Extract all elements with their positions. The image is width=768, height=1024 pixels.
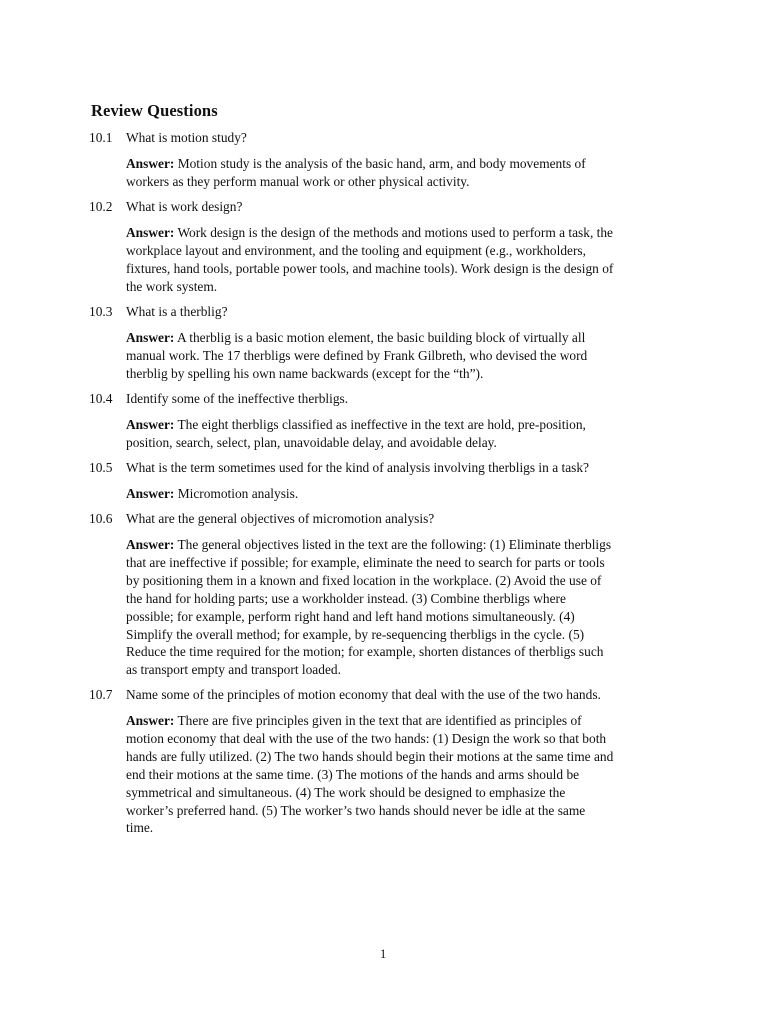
- answer-line: The eight therbligs classified as ineffective in the text are hold, pre-position,: [174, 417, 586, 432]
- answer-line: A therblig is a basic motion element, the basic building block of virtually all: [174, 330, 586, 345]
- answer-line: that are ineffective if possible; for example, eliminate the need to search for parts or tools: [126, 554, 605, 570]
- answer-line: There are five principles given in the text that are identified as principles of: [174, 713, 582, 728]
- answer-label: Answer:: [126, 486, 175, 501]
- answer-block: [126, 485, 686, 503]
- answer-block: [126, 224, 686, 296]
- section-heading: Review Questions: [91, 101, 218, 120]
- answer-label: Answer:: [126, 330, 175, 345]
- answer-line: Motion study is the analysis of the basic hand, arm, and body movements of: [174, 156, 586, 171]
- answer-line: motion economy that deal with the use of the two hands: (1) Design the work so that both: [126, 730, 607, 746]
- question-text: What is the term sometimes used for the kind of analysis involving therbligs in a task?: [126, 460, 590, 475]
- answer-line: as transport empty and transport loaded.: [126, 662, 341, 678]
- question-text: What is work design?: [126, 199, 243, 214]
- answer-line: workplace layout and environment, and the tooling and equipment (e.g., workholders,: [126, 242, 586, 258]
- page-number: 1: [380, 947, 387, 961]
- answer-block: [126, 536, 686, 679]
- answer-label: Answer:: [126, 417, 175, 432]
- question-text: Identify some of the ineffective therbligs.: [126, 391, 349, 406]
- answer-line: Reduce the time required for the motion; for example, shorten distances of therbligs such: [126, 644, 604, 660]
- answer-line: the work system.: [126, 278, 218, 294]
- question-text: Name some of the principles of motion economy that deal with the use of the two hands.: [126, 687, 601, 702]
- answer-line: hands are fully utilized. (2) The two hands should begin their motions at the same time and: [126, 748, 614, 764]
- question-number: 10.4: [89, 391, 113, 406]
- question-number: 10.3: [89, 304, 113, 319]
- answer-line: position, search, select, plan, unavoidable delay, and avoidable delay.: [126, 434, 497, 450]
- answer-line: possible; for example, perform right hand and left hand motions simultaneously. (4): [126, 608, 575, 624]
- answer-line: by positioning them in a known and fixed location in the workplace. (2) Avoid the use of: [126, 572, 602, 588]
- question-number: 10.5: [89, 460, 113, 475]
- answer-block: [126, 712, 686, 837]
- answer-line: end their motions at the same time. (3) The motions of the hands and arms should be: [126, 766, 580, 782]
- answer-label: Answer:: [126, 537, 175, 552]
- answer-line: fixtures, hand tools, portable power tools, and machine tools). Work design is the design of: [126, 260, 614, 276]
- answer-line: the hand for holding parts; use a workholder instead. (3) Combine therbligs where: [126, 590, 566, 606]
- question-text: What is motion study?: [126, 130, 247, 145]
- answer-line: Micromotion analysis.: [174, 486, 299, 501]
- answer-block: [126, 329, 686, 383]
- answer-line: Simplify the overall method; for example, by re-sequencing therbligs in the cycle. (5): [126, 626, 585, 642]
- answer-line: worker’s preferred hand. (5) The worker’s two hands should never be idle at the same: [126, 802, 586, 818]
- answer-line: manual work. The 17 therbligs were defined by Frank Gilbreth, who devised the word: [126, 347, 588, 363]
- question-number: 10.2: [89, 199, 113, 214]
- question-number: 10.7: [89, 687, 113, 702]
- answer-line: symmetrical and simultaneous. (4) The work should be designed to emphasize the: [126, 784, 566, 800]
- answer-label: Answer:: [126, 225, 175, 240]
- answer-label: Answer:: [126, 713, 175, 728]
- answer-line: time.: [126, 820, 154, 836]
- answer-block: [126, 416, 686, 452]
- question-number: 10.6: [89, 511, 113, 526]
- question-text: What are the general objectives of micromotion analysis?: [126, 511, 435, 526]
- question-text: What is a therblig?: [126, 304, 228, 319]
- answer-line: The general objectives listed in the text are the following: (1) Eliminate therbligs: [174, 537, 612, 552]
- answer-block: [126, 155, 686, 191]
- answer-line: Work design is the design of the methods and motions used to perform a task, the: [174, 225, 613, 240]
- question-number: 10.1: [89, 130, 113, 145]
- answer-line: workers as they perform manual work or other physical activity.: [126, 173, 470, 189]
- answer-line: therblig by spelling his own name backwards (except for the “th”).: [126, 365, 484, 381]
- answer-label: Answer:: [126, 156, 175, 171]
